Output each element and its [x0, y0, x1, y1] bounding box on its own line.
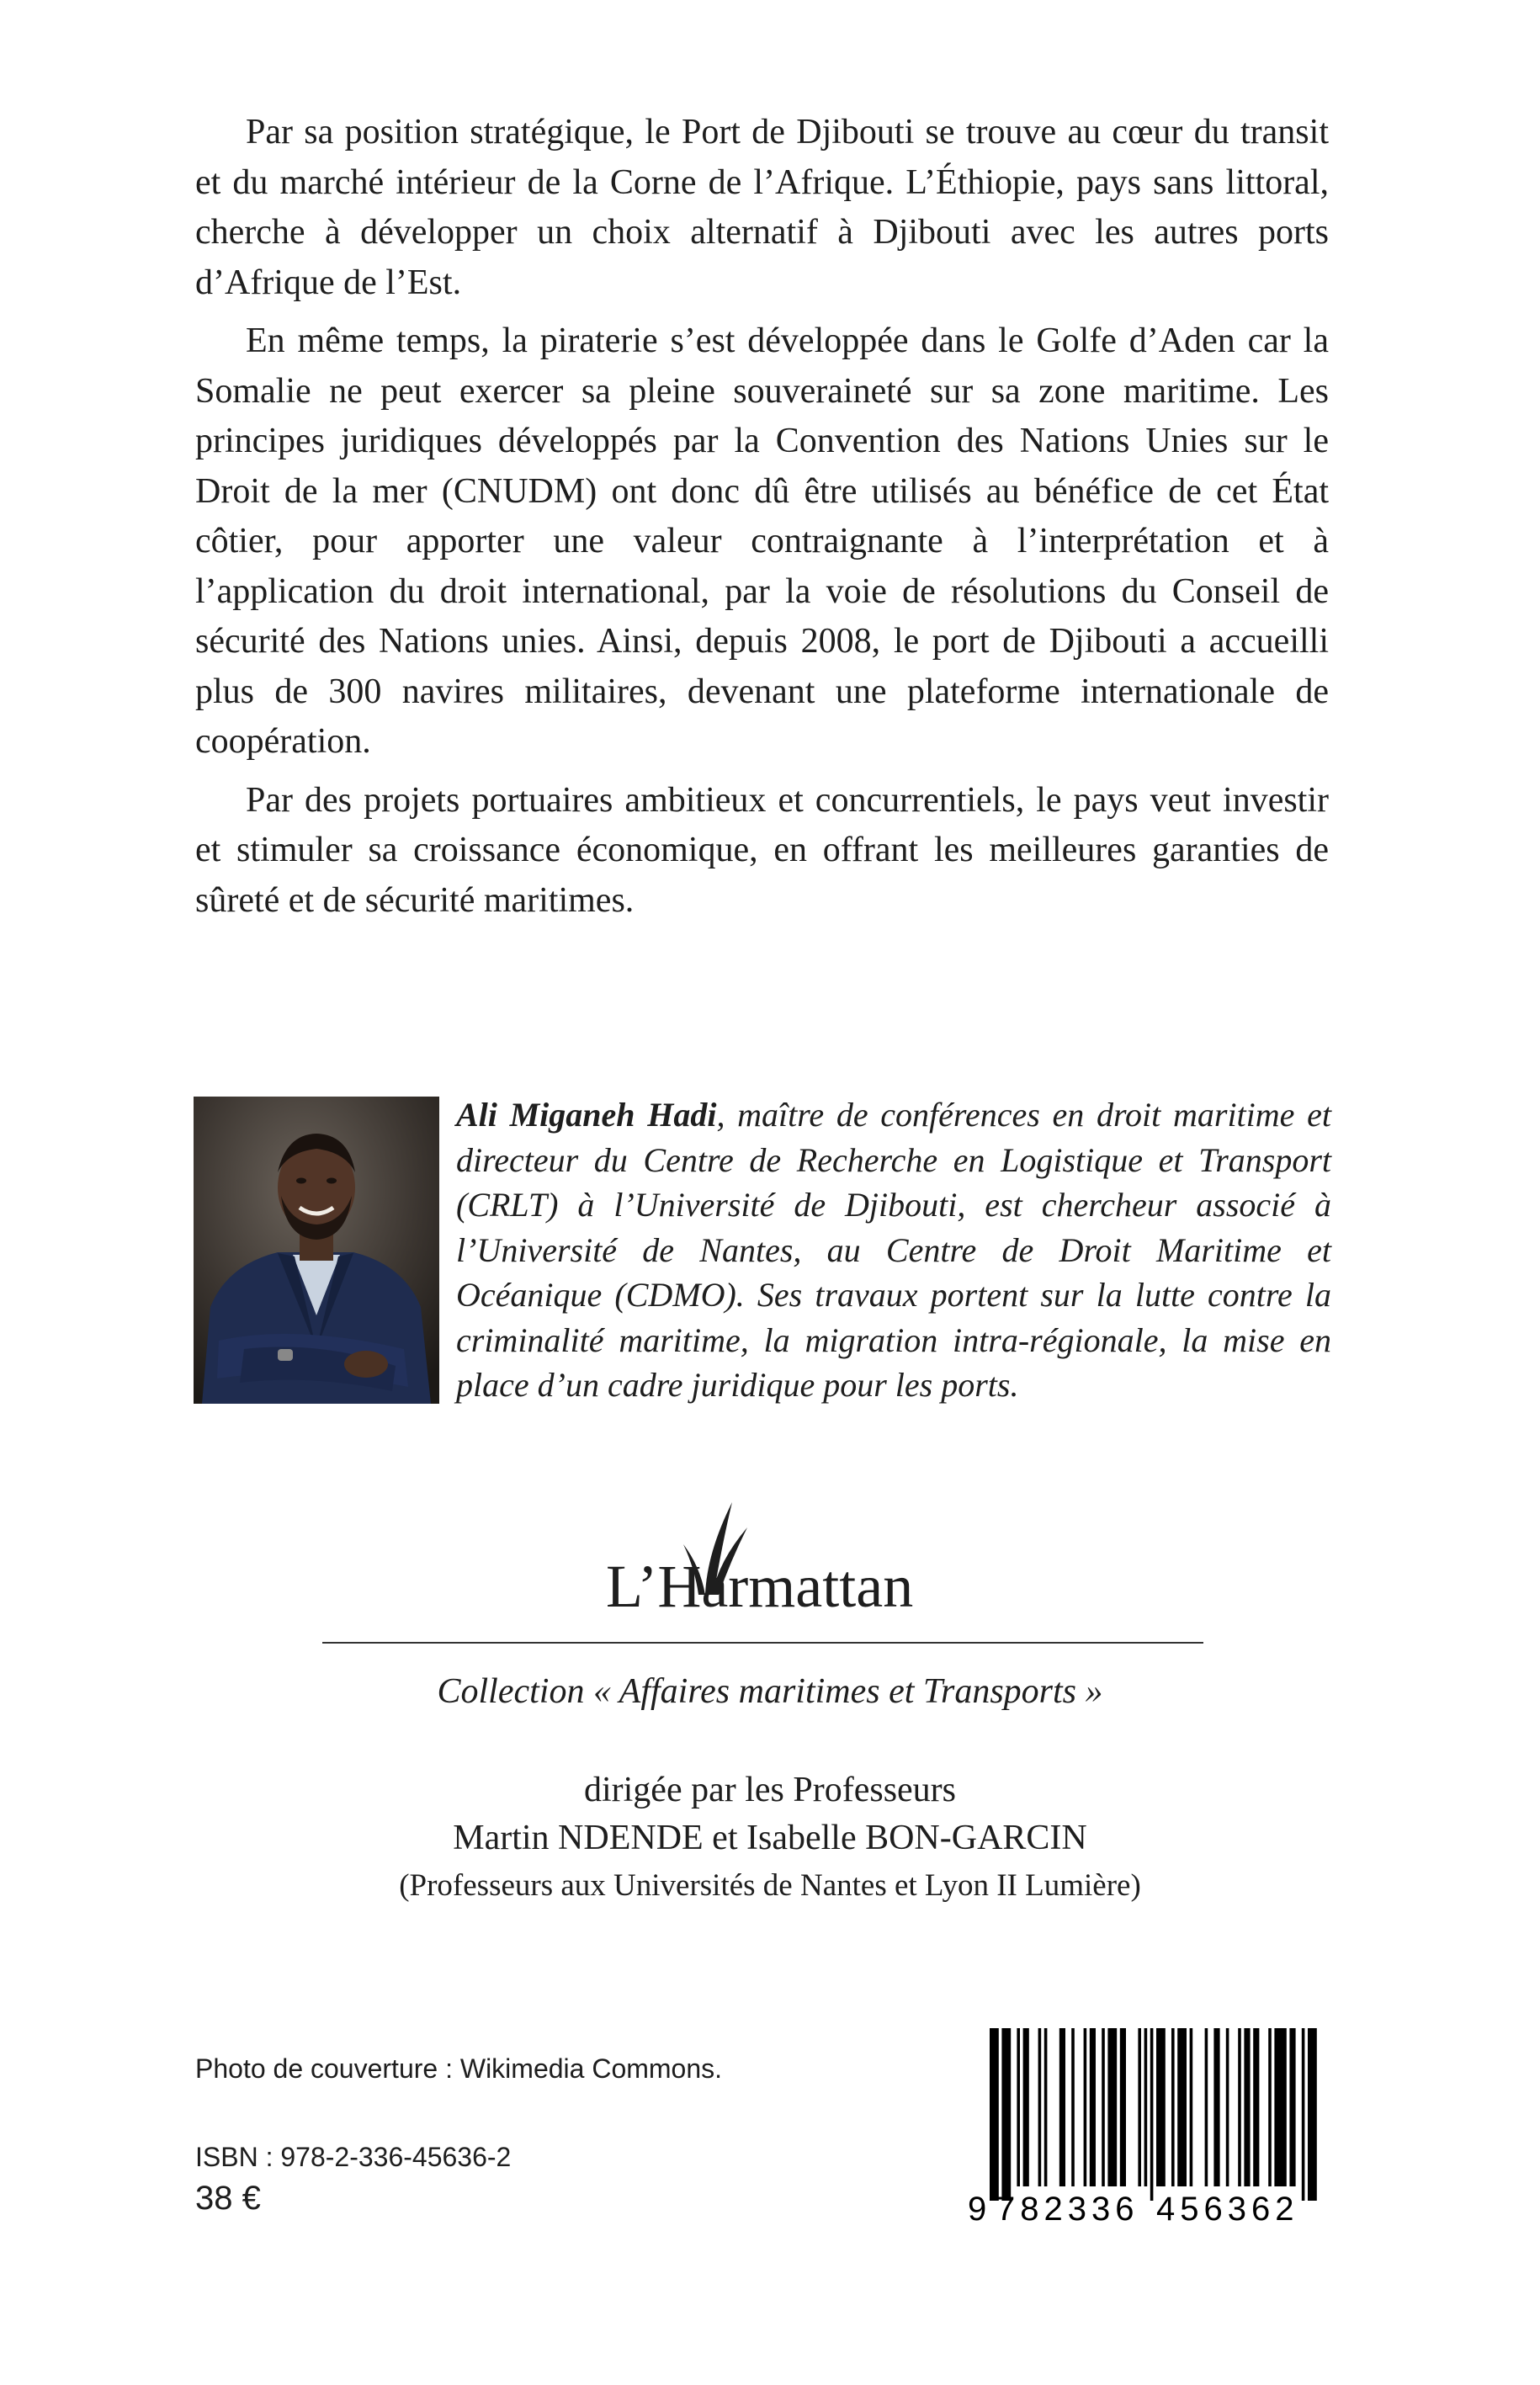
- author-name: Ali Miganeh Hadi: [456, 1096, 717, 1134]
- summary-paragraph-1: Par sa position stratégique, le Port de Djibouti se trouve au cœur du transit et du marché intérieur de la Corne de l’Afrique. L’Éthiopie, pays sans littoral, cherche à développer un choix alternatif à Djibouti avec les autres ports d’Afrique de l’Est.: [195, 113, 1329, 302]
- barcode-bar: [1001, 2028, 1011, 2201]
- barcode-bar: [1023, 2028, 1029, 2186]
- barcode-bar: [1038, 2028, 1042, 2186]
- barcode-bar: [1302, 2028, 1305, 2201]
- barcode-bar: [1120, 2028, 1126, 2186]
- summary-paragraph-3: Par des projets portuaires ambitieux et concurrentiels, le pays veut investir et stimuler sa croissance économique, en offrant les meilleures garanties de sûreté et de sécurité maritimes.: [195, 780, 1329, 920]
- barcode-bar: [1044, 2028, 1048, 2186]
- directors-block: [0, 1766, 1540, 1910]
- author-bio-text: , maître de conférences en droit maritime et directeur du Centre de Recherche en Logistique et Transport (CRLT) à l’Université de Djibouti, est chercheur associé à l’Université de Nantes, au Centre de Droit Maritime et Océanique (CDMO). Ses travaux portent sur la lutte contre la criminalité maritime, la migration intra-régionale, la mise en place d’un cadre juridique pour les ports.: [456, 1096, 1331, 1404]
- collection-title: Collection « Affaires maritimes et Transports »: [437, 1672, 1103, 1711]
- barcode-bar: [1156, 2028, 1166, 2186]
- barcode-digits-right: 456362: [1156, 2191, 1299, 2226]
- barcode: [964, 2028, 1326, 2226]
- back-cover-summary: [195, 108, 1329, 934]
- barcode-bar: [990, 2028, 999, 2201]
- barcode-bar: [1238, 2028, 1241, 2186]
- barcode-bar: [1150, 2028, 1154, 2201]
- barcode-bar: [1084, 2028, 1087, 2186]
- publisher-logo: [606, 1494, 926, 1620]
- barcode-digits-left: 782336: [996, 2191, 1139, 2226]
- barcode-bar: [1244, 2028, 1250, 2186]
- isbn: ISBN : 978-2-336-45636-2: [195, 2142, 512, 2172]
- barcode-bar: [1107, 2028, 1117, 2186]
- photo-credit: Photo de couverture : Wikimedia Commons.: [195, 2053, 723, 2084]
- barcode-bar: [1253, 2028, 1259, 2186]
- barcode-bar: [1226, 2028, 1229, 2186]
- divider-line: [322, 1642, 1203, 1644]
- summary-paragraph-2: En même temps, la piraterie s’est développée dans le Golfe d’Aden car la Somalie ne peut exercer sa pleine souveraineté sur sa zone maritime. Les principes juridiques développés par la Convention des Nations Unies sur le Droit de la mer (CNUDM) ont donc dû être utilisés au bénéfice de cet État côtier, pour apporter une valeur contraignante à l’interprétation et à l’application du droit international, par la voie de résolutions du Conseil de sécurité des Nations unies. Ainsi, depuis 2008, le port de Djibouti a accueilli plus de 300 navires militaires, devenant une plateforme internationale de coopération.: [195, 321, 1329, 761]
- price: 38 €: [195, 2180, 261, 2217]
- author-bio: [456, 1092, 1331, 1408]
- barcode-bar: [1071, 2028, 1075, 2186]
- barcode-bar: [1171, 2028, 1175, 2186]
- barcode-bar: [1289, 2028, 1295, 2186]
- barcode-bar: [1059, 2028, 1065, 2186]
- barcode-bar: [1102, 2028, 1105, 2186]
- directors-line-1: dirigée par les Professeurs: [583, 1771, 957, 1809]
- barcode-bar: [1090, 2028, 1096, 2186]
- barcode-bar: [1017, 2028, 1020, 2186]
- directors-line-3: (Professeurs aux Universités de Nantes et Lyon II Lumière): [399, 1868, 1141, 1903]
- barcode-bar: [1177, 2028, 1187, 2186]
- publisher-logo-text: L’Harmattan: [606, 1553, 914, 1620]
- barcode-bar: [1144, 2028, 1148, 2186]
- barcode-digit-first: 9: [968, 2191, 987, 2226]
- barcode-bar: [1268, 2028, 1272, 2186]
- directors-line-2: Martin NDENDE et Isabelle BON-GARCIN: [453, 1819, 1087, 1857]
- barcode-bar: [1274, 2028, 1286, 2186]
- barcode-bar: [1205, 2028, 1208, 2186]
- barcode-bar: [1213, 2028, 1219, 2186]
- author-photo: [194, 1097, 439, 1404]
- barcode-bar: [1308, 2028, 1317, 2201]
- barcode-bar: [1190, 2028, 1193, 2186]
- barcode-bar: [1138, 2028, 1141, 2186]
